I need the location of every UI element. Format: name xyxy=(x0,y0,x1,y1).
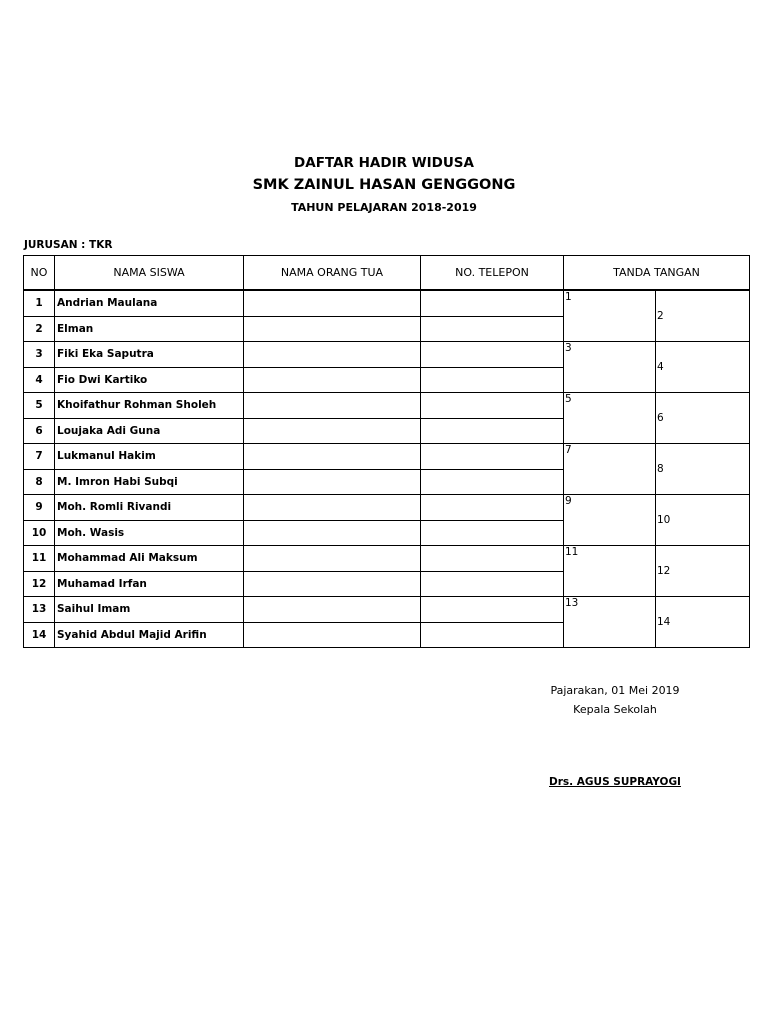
student-name: Moh. Romli Rivandi xyxy=(55,495,244,521)
phone-cell[interactable] xyxy=(421,316,564,342)
signature-cell-right[interactable]: 4 xyxy=(656,342,750,393)
parent-name-cell[interactable] xyxy=(244,290,421,316)
table-row xyxy=(24,495,750,521)
student-name: Mohammad Ali Maksum xyxy=(55,546,244,572)
signature-cell-right[interactable]: 10 xyxy=(656,495,750,546)
student-name: Elman xyxy=(55,316,244,342)
student-name: Khoifathur Rohman Sholeh xyxy=(55,393,244,419)
header-no: NO xyxy=(24,256,55,291)
row-number: 6 xyxy=(24,418,55,444)
student-name: Andrian Maulana xyxy=(55,290,244,316)
school-name: SMK ZAINUL HASAN GENGGONG xyxy=(252,177,516,193)
row-number: 9 xyxy=(24,495,55,521)
phone-cell[interactable] xyxy=(421,393,564,419)
signature-cell-left[interactable]: 9 xyxy=(564,495,656,546)
phone-cell[interactable] xyxy=(421,571,564,597)
signature-cell-right[interactable]: 8 xyxy=(656,444,750,495)
row-number: 7 xyxy=(24,444,55,470)
parent-name-cell[interactable] xyxy=(244,444,421,470)
table-header-row xyxy=(24,256,750,291)
row-number: 14 xyxy=(24,622,55,648)
table-row xyxy=(24,444,750,470)
row-number: 1 xyxy=(24,290,55,316)
student-name: Loujaka Adi Guna xyxy=(55,418,244,444)
signature-cell-right[interactable]: 2 xyxy=(656,290,750,342)
row-number: 13 xyxy=(24,597,55,623)
row-number: 12 xyxy=(24,571,55,597)
parent-name-cell[interactable] xyxy=(244,546,421,572)
parent-name-cell[interactable] xyxy=(244,316,421,342)
signature-cell-left[interactable]: 1 xyxy=(564,290,656,342)
row-number: 8 xyxy=(24,469,55,495)
department-label: JURUSAN : TKR xyxy=(24,239,113,251)
student-name: Lukmanul Hakim xyxy=(55,444,244,470)
parent-name-cell[interactable] xyxy=(244,367,421,393)
parent-name-cell[interactable] xyxy=(244,469,421,495)
row-number: 3 xyxy=(24,342,55,368)
signature-cell-left[interactable]: 11 xyxy=(564,546,656,597)
phone-cell[interactable] xyxy=(421,469,564,495)
parent-name-cell[interactable] xyxy=(244,571,421,597)
header-phone: NO. TELEPON xyxy=(421,256,564,291)
phone-cell[interactable] xyxy=(421,290,564,316)
phone-cell[interactable] xyxy=(421,444,564,470)
academic-year: TAHUN PELAJARAN 2018-2019 xyxy=(291,201,477,214)
parent-name-cell[interactable] xyxy=(244,418,421,444)
parent-name-cell[interactable] xyxy=(244,597,421,623)
student-name: Fiki Eka Saputra xyxy=(55,342,244,368)
parent-name-cell[interactable] xyxy=(244,342,421,368)
phone-cell[interactable] xyxy=(421,520,564,546)
phone-cell[interactable] xyxy=(421,622,564,648)
attendance-table xyxy=(23,255,750,648)
table-row xyxy=(24,393,750,419)
signature-cell-right[interactable]: 6 xyxy=(656,393,750,444)
row-number: 10 xyxy=(24,520,55,546)
phone-cell[interactable] xyxy=(421,342,564,368)
student-name: Fio Dwi Kartiko xyxy=(55,367,244,393)
student-name: Muhamad Irfan xyxy=(55,571,244,597)
signature-cell-right[interactable]: 14 xyxy=(656,597,750,648)
student-name: Saihul Imam xyxy=(55,597,244,623)
row-number: 2 xyxy=(24,316,55,342)
row-number: 5 xyxy=(24,393,55,419)
phone-cell[interactable] xyxy=(421,546,564,572)
parent-name-cell[interactable] xyxy=(244,520,421,546)
student-name: Syahid Abdul Majid Arifin xyxy=(55,622,244,648)
phone-cell[interactable] xyxy=(421,418,564,444)
phone-cell[interactable] xyxy=(421,367,564,393)
document-title: DAFTAR HADIR WIDUSA xyxy=(294,155,474,171)
parent-name-cell[interactable] xyxy=(244,393,421,419)
table-row xyxy=(24,342,750,368)
header-parent-name: NAMA ORANG TUA xyxy=(244,256,421,291)
signer-name: Drs. AGUS SUPRAYOGI xyxy=(549,776,681,788)
student-name: M. Imron Habi Subqi xyxy=(55,469,244,495)
header-signature: TANDA TANGAN xyxy=(564,256,750,291)
phone-cell[interactable] xyxy=(421,597,564,623)
signature-cell-left[interactable]: 13 xyxy=(564,597,656,648)
table-row xyxy=(24,597,750,623)
table-row xyxy=(24,290,750,316)
signer-position: Kepala Sekolah xyxy=(573,703,657,716)
place-date: Pajarakan, 01 Mei 2019 xyxy=(550,684,680,697)
signature-cell-left[interactable]: 3 xyxy=(564,342,656,393)
signature-cell-left[interactable]: 7 xyxy=(564,444,656,495)
parent-name-cell[interactable] xyxy=(244,495,421,521)
phone-cell[interactable] xyxy=(421,495,564,521)
signature-cell-left[interactable]: 5 xyxy=(564,393,656,444)
signature-cell-right[interactable]: 12 xyxy=(656,546,750,597)
row-number: 4 xyxy=(24,367,55,393)
header-student-name: NAMA SISWA xyxy=(55,256,244,291)
parent-name-cell[interactable] xyxy=(244,622,421,648)
student-name: Moh. Wasis xyxy=(55,520,244,546)
row-number: 11 xyxy=(24,546,55,572)
table-row xyxy=(24,546,750,572)
